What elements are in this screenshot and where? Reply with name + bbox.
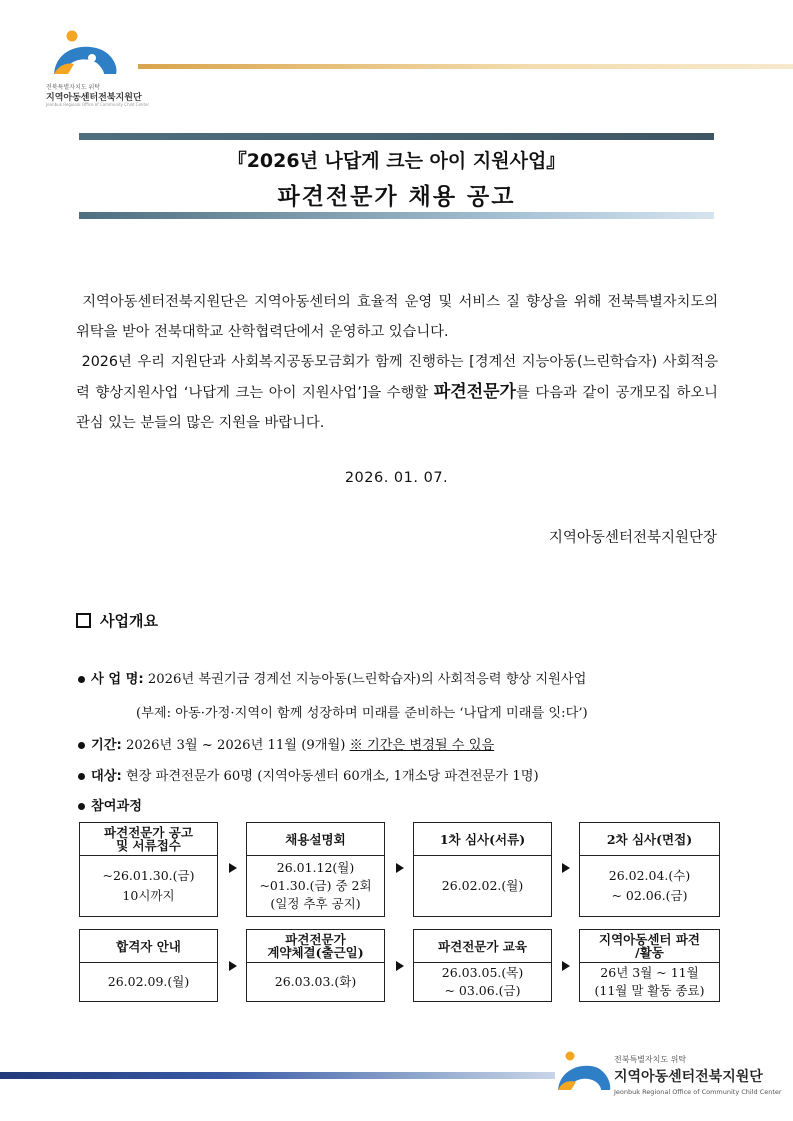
section-heading <box>76 610 158 631</box>
logo-english: Jeonbuk Regional Office of Community Child Center <box>46 102 150 107</box>
process-step-4: 2차 심사(면접) 26.02.04.(수) ~ 02.06.(금) <box>579 822 720 917</box>
process-step-1: 파견전문가 공고 및 서류접수 ~26.01.30.(금) 10시까지 <box>79 822 218 917</box>
footer-logo-english: Jeonbuk Regional Office of Community Child Center <box>614 1088 782 1096</box>
arrow-right-icon <box>396 961 404 971</box>
list-item-period: 기간: 2026년 3월 ~ 2026년 11월 (9개월) ※ 기간은 변경될 수 있음 <box>78 734 494 753</box>
process-step-8: 지역아동센터 파견 /활동 26년 3월 ~ 11월 (11월 말 활동 종료) <box>579 929 720 1002</box>
signer: 지역아동센터전북지원단장 <box>548 530 717 546</box>
header-rule <box>138 64 793 69</box>
bullet-icon <box>78 803 85 810</box>
footer-rule <box>0 1072 555 1079</box>
announcement-date: 2026. 01. 07. <box>344 470 449 486</box>
process-step-2: 채용설명회 26.01.12(월) ~01.30.(금) 중 2회 (일정 추후 공지) <box>246 822 385 917</box>
logo-subtitle: 전북특별자치도 위탁 <box>46 84 101 91</box>
title-bar-top <box>79 133 714 140</box>
list-item-project: 사 업 명: 2026년 복권기금 경계선 지능아동(느린학습자)의 사회적응력 향상 지원사업 <box>78 668 586 687</box>
logo-title: 지역아동센터전북지원단 <box>46 93 142 103</box>
logo-mark-icon <box>556 1050 612 1094</box>
footer-logo <box>556 1048 786 1108</box>
arrow-right-icon <box>562 961 570 971</box>
intro-text <box>76 287 718 438</box>
list-item-process: 참여과정 <box>78 795 142 814</box>
footer-logo-title: 지역아동센터전북지원단 <box>614 1069 763 1085</box>
section-title: 사업개요 <box>100 612 158 630</box>
period-note: ※ 기간은 변경될 수 있음 <box>349 738 495 753</box>
highlight-role: 파견전문가 <box>433 382 516 402</box>
bullet-icon <box>78 742 85 749</box>
process-step-6: 파견전문가 계약체결(출근일) 26.03.03.(화) <box>246 929 385 1002</box>
intro-paragraph-2: 2026년 우리 지원단과 사회복지공동모금회가 함께 진행하는 [경계선 지능아동(느린학습자) 사회적응력 향상지원사업 ‘나답게 크는 아이 지원사업’]을 수행할 파견전문가를 다음과 같이 공개모집 하오니 관심 있는 분들의 많은 지원을 바랍니다. <box>76 354 719 431</box>
intro-paragraph-1: 지역아동센터전북지원단은 지역아동센터의 효율적 운영 및 서비스 질 향상을 위해 전북특별자치도의 위탁을 받아 전북대학교 산학협력단에서 운영하고 있습니다. <box>76 294 719 340</box>
bullet-icon <box>78 773 85 780</box>
page-title: 『2026년 나답게 크는 아이 지원사업』 <box>227 150 566 172</box>
arrow-right-icon <box>229 863 237 873</box>
process-step-3: 1차 심사(서류) 26.02.02.(월) <box>413 822 552 917</box>
logo-mark-icon <box>44 28 120 80</box>
process-step-7: 파견전문가 교육 26.03.05.(목) ~ 03.06.(금) <box>413 929 552 1002</box>
checkbox-icon <box>76 613 91 628</box>
header-logo <box>44 28 150 108</box>
arrow-right-icon <box>396 863 404 873</box>
arrow-right-icon <box>562 863 570 873</box>
page-subtitle: 파견전문가 채용 공고 <box>277 184 516 210</box>
process-step-5: 합격자 안내 26.02.09.(월) <box>79 929 218 1002</box>
footer-logo-subtitle: 전북특별자치도 위탁 <box>614 1055 687 1064</box>
list-item-target: 대상: 현장 파견전문가 60명 (지역아동센터 60개소, 1개소당 파견전문가 1명) <box>78 765 539 784</box>
bullet-icon <box>78 676 85 683</box>
list-item-subtitle: (부제: 아동·가정·지역이 함께 성장하며 미래를 준비하는 ‘나답게 미래를 잇:다’) <box>136 706 588 721</box>
arrow-right-icon <box>229 961 237 971</box>
title-bar-bottom <box>79 212 714 219</box>
